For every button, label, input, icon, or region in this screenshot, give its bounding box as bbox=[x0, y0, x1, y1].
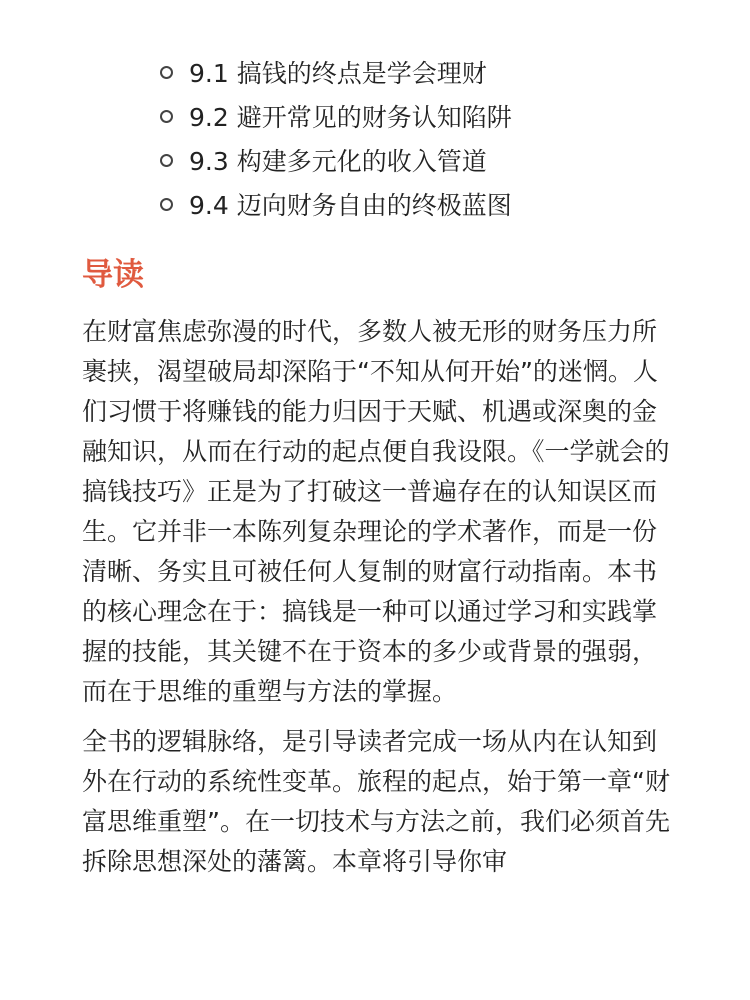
section-heading: 导读 bbox=[82, 257, 144, 293]
toc-item-label: 9.4 迈向财务自由的终极蓝图 bbox=[189, 191, 512, 220]
toc-item[interactable] bbox=[160, 138, 512, 182]
toc-item[interactable] bbox=[160, 94, 512, 138]
toc-item[interactable] bbox=[160, 50, 512, 94]
body-paragraph: 全书的逻辑脉络，是引导读者完成一场从内在认知到外在行动的系统性变革。旅程的起点，始于第一章“财富思维重塑”。在一切技术与方法之前，我们必须首先拆除思想深处的藩篱。本章将引导你审 bbox=[82, 727, 670, 876]
hollow-circle-bullet-icon bbox=[160, 154, 173, 167]
toc-item[interactable] bbox=[160, 182, 512, 226]
hollow-circle-bullet-icon bbox=[160, 198, 173, 211]
hollow-circle-bullet-icon bbox=[160, 110, 173, 123]
hollow-circle-bullet-icon bbox=[160, 66, 173, 79]
section-body bbox=[82, 312, 672, 892]
toc-item-label: 9.3 构建多元化的收入管道 bbox=[189, 147, 487, 176]
toc-item-label: 9.2 避开常见的财务认知陷阱 bbox=[189, 103, 512, 132]
body-paragraph: 在财富焦虑弥漫的时代，多数人被无形的财务压力所裹挟，渴望破局却深陷于“不知从何开始”的迷惘。人们习惯于将赚钱的能力归因于天赋、机遇或深奥的金融知识，从而在行动的起点便自我设限。《一学就会的搞钱技巧》正是为了打破这一普遍存在的认知误区而生。它并非一本陈列复杂理论的学术著作，而是一份清晰、务实且可被任何人复制的财富行动指南。本书的核心理念在于：搞钱是一种可以通过学习和实践掌握的技能，其关键不在于资本的多少或背景的强弱，而在于思维的重塑与方法的掌握。 bbox=[82, 317, 670, 706]
table-of-contents bbox=[160, 50, 512, 226]
toc-item-label: 9.1 搞钱的终点是学会理财 bbox=[189, 59, 487, 88]
